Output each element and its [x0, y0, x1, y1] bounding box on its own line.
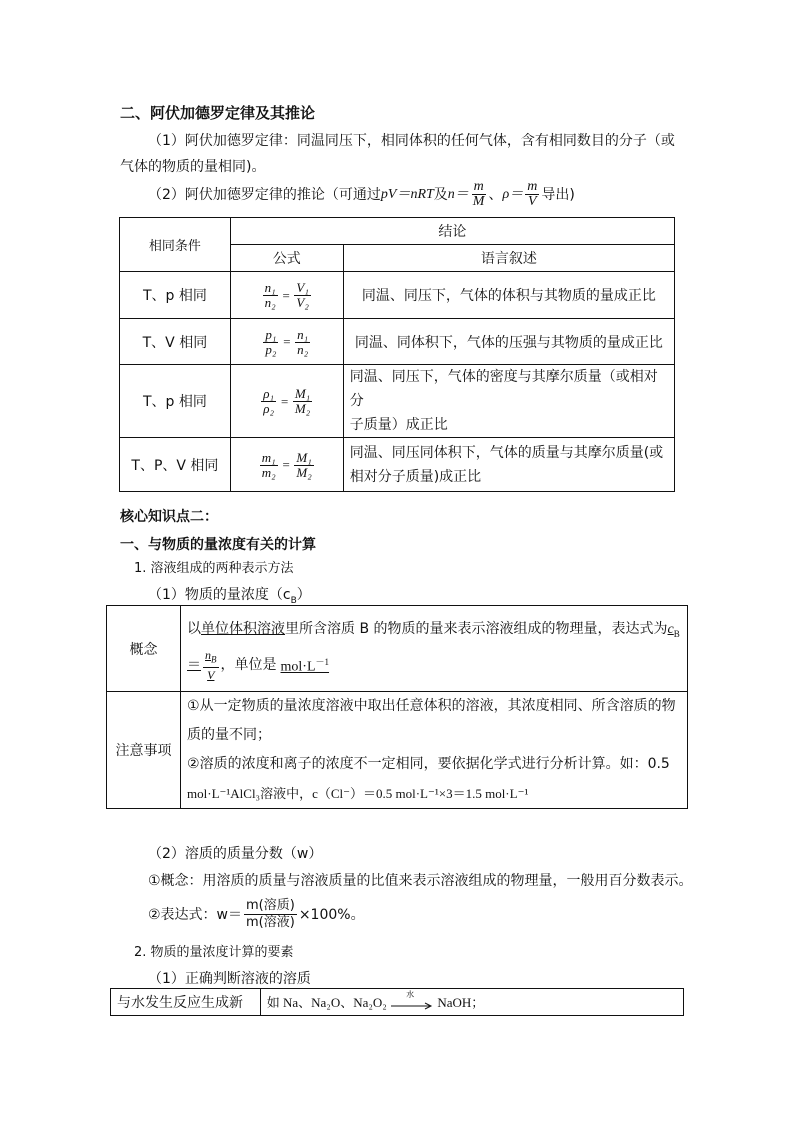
concept-eq: ＝ [187, 656, 202, 673]
formula-n: n＝ [447, 186, 469, 202]
concept-unit [281, 648, 330, 682]
concept-text: 里所含溶质 B 的物质的量来表示溶液组成的物理量，表达式为 [285, 621, 668, 638]
header-conclusion: 结论 [230, 218, 674, 245]
fraction-m-over-V [525, 180, 539, 209]
frac-num-sub: B [211, 654, 217, 665]
num2: V₁ [296, 280, 309, 295]
frac-den: M [472, 194, 485, 209]
cB-symbol: c [667, 622, 674, 638]
table-row [120, 365, 675, 438]
concept-label: 概念 [107, 606, 181, 692]
condition-cell: T、p 相同 [120, 365, 231, 438]
den1: p₂ [265, 341, 277, 357]
core-subtitle: 一、与物质的量浓度有关的计算 [120, 537, 316, 553]
avogadro-law-line2: 气体的物质的量相同)。 [120, 159, 266, 175]
statement-cell [343, 365, 674, 438]
formula-cell: $\frac{\text{p₁}}{\text{p₂}}$ = $\frac{\text{n₁}}{\text{n₂}}$ [230, 319, 343, 365]
header-formula: 公式 [230, 245, 343, 272]
concept-underlined: 单位体积溶液 [201, 621, 286, 638]
avogadro-corollary-intro [148, 180, 575, 209]
num2: n₁ [297, 326, 309, 342]
item2-title: 2. 物质的量浓度计算的要素 [134, 945, 294, 960]
fraction-nB-over-V [203, 648, 219, 681]
note-line: ②溶质的浓度和离子的浓度不一定相同，要依据化学式进行分析计算。如：0.5 [187, 756, 670, 772]
section-title: 二、阿伏加德罗定律及其推论 [120, 104, 316, 122]
formula-cell: $\frac{\text{ρ₁}}{\text{ρ₂}}$ = $\frac{\text{M₁}}{\text{M₂}}$ [230, 365, 343, 438]
fraction-m-over-M [471, 180, 487, 209]
statement-cell [343, 438, 674, 492]
condition-cell: T、V 相同 [120, 319, 231, 365]
mass-fraction-concept: ①概念：用溶质的质量与溶液质量的比值来表示溶液组成的物理量，一般用百分数表示。 [148, 873, 693, 889]
concept-text: ，单位是 [220, 656, 277, 673]
den2: M₂ [296, 464, 312, 480]
den1: ρ₂ [263, 401, 275, 416]
den1: n₂ [264, 295, 276, 310]
mass-fraction-title: （2）溶质的质量分数（w） [148, 846, 323, 862]
cB-sub: B [673, 629, 680, 640]
formula-rho: ρ＝ [502, 186, 524, 202]
frac-num: m(溶质) [246, 898, 295, 913]
num1: n₁ [264, 280, 276, 295]
num2: M₁ [294, 386, 311, 401]
avogadro-law-line1: （1）阿伏加德罗定律：同温同压下，相同体积的任何气体，含有相同数目的分子（或 [148, 133, 675, 149]
concept-line1 [187, 615, 681, 648]
arrow-label: 水 [406, 989, 415, 999]
header-statement: 语言叙述 [343, 245, 674, 272]
formula-cell: $\frac{\text{n₁}}{\text{n₂}}$ = $\frac{\text{V₁}}{\text{V₂}}$ [230, 272, 343, 319]
notes-cell [181, 692, 688, 809]
product: NaOH； [437, 995, 485, 1011]
note-line: mol·L⁻¹AlCl₃溶液中，c（Cl⁻）＝0.5 mol·L⁻¹×3＝1.5 mol·L⁻¹ [187, 786, 529, 801]
note-line: ①从一定物质的量浓度溶液中取出任意体积的溶液，其浓度相同、所含溶质的物 [187, 698, 676, 714]
unit-sup: －1 [315, 657, 330, 668]
item2-sub1: （1）正确判断溶液的溶质 [148, 971, 311, 987]
frac-den: m(溶液) [246, 915, 295, 930]
den2: M₂ [294, 401, 311, 416]
intro-prefix: （2）阿伏加德罗定律的推论（可通过 [148, 186, 381, 203]
den2: V₂ [296, 295, 309, 310]
avogadro-table [119, 217, 675, 492]
expr-pre: ②表达式：w＝ [148, 906, 243, 923]
num1: m₁ [261, 449, 276, 465]
den2: n₂ [297, 341, 309, 357]
condition-cell: T、p 相同 [120, 272, 231, 319]
statement-cell: 同温、同压下，气体的体积与其物质的量成正比 [343, 272, 674, 319]
statement-line: 同温、同压同体积下，气体的质量与其摩尔质量(或 [349, 444, 664, 461]
solute-left-cell: 与水发生反应生成新 [111, 989, 261, 1016]
solute-right-cell [260, 989, 683, 1016]
frac-num: m [473, 179, 484, 194]
concept-text: 以 [187, 621, 202, 638]
item1-1-end: ） [296, 587, 311, 603]
arrow-icon [390, 989, 434, 1012]
item1-1-sub: B [290, 595, 297, 606]
header-condition: 相同条件 [120, 218, 231, 272]
frac-num: m [527, 179, 538, 194]
item1-1-text: （1）物质的量浓度（c [148, 587, 291, 603]
formula-cell: $\frac{\text{m₁}}{\text{m₂}}$ = $\frac{\text{M₁}}{\text{M₂}}$ [230, 438, 343, 492]
table-row [120, 272, 675, 319]
item1-title: 1. 溶液组成的两种表示方法 [134, 561, 294, 576]
frac-den: V [527, 194, 537, 209]
notes-label: 注意事项 [107, 692, 181, 809]
num2: M₁ [296, 449, 312, 465]
intro-suffix: 导出) [541, 186, 575, 203]
intro-and: 及 [433, 186, 448, 203]
unit-text: mol·L [280, 659, 316, 675]
solute-table [110, 988, 684, 1016]
den1: m₂ [261, 464, 276, 480]
statement-line: 子质量）成正比 [349, 417, 448, 433]
frac-num: n [205, 648, 212, 663]
mass-fraction-frac [244, 898, 297, 931]
concept-cB [667, 622, 680, 640]
expr-post: ×100%。 [298, 906, 365, 923]
num1: ρ₁ [263, 386, 275, 401]
condition-cell: T、P、V 相同 [120, 438, 231, 492]
frac-den: V [207, 667, 215, 682]
reactants: 如 Na、Na₂O、Na₂O₂ [266, 995, 387, 1011]
statement-line: 同温、同压下，气体的密度与其摩尔质量（或相对分 [349, 369, 658, 409]
table-row [120, 319, 675, 365]
concept-cell [181, 606, 688, 692]
statement-line: 相对分子质量)成正比 [349, 468, 482, 485]
concept-line2 [187, 648, 681, 682]
formula-pv: pV＝nRT [380, 186, 434, 202]
mass-fraction-expression [148, 898, 365, 931]
concentration-table [106, 605, 688, 809]
num1: p₁ [265, 326, 277, 342]
note-line: 质的量不同； [187, 727, 272, 743]
table-row [120, 438, 675, 492]
statement-cell: 同温、同体积下，气体的压强与其物质的量成正比 [343, 319, 674, 365]
intro-sep: 、 [488, 186, 503, 203]
core-title: 核心知识点二： [120, 509, 218, 525]
